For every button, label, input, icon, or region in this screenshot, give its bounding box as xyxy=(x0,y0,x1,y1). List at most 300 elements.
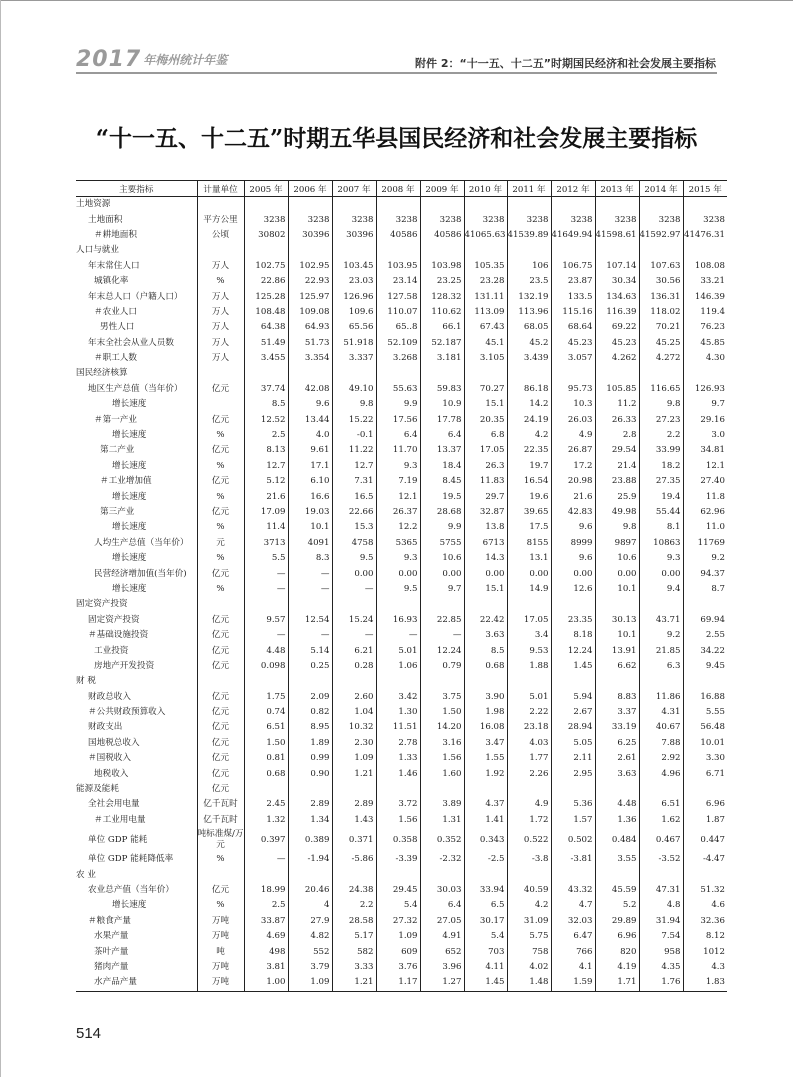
cell-value: 6.3 xyxy=(639,659,683,674)
row-unit: % xyxy=(197,898,244,913)
cell-value: 1.04 xyxy=(332,705,376,720)
cell-value: 766 xyxy=(551,944,595,959)
row-label: 地区生产总值（当年价） xyxy=(88,383,183,394)
row-label: 城镇化率 xyxy=(94,276,129,287)
cell-value xyxy=(595,243,639,258)
cell-value: -1.94 xyxy=(288,852,332,867)
cell-value: 64.38 xyxy=(244,320,288,335)
row-unit xyxy=(197,197,244,213)
cell-value xyxy=(551,243,595,258)
cell-value: 4091 xyxy=(288,536,332,551)
cell-value: 30396 xyxy=(288,228,332,243)
cell-value: 65..8 xyxy=(376,320,420,335)
cell-value: 1012 xyxy=(683,944,727,959)
table-row xyxy=(76,628,727,643)
cell-value: 9.2 xyxy=(639,628,683,643)
cell-value: 3238 xyxy=(683,212,727,227)
cell-value: 2.61 xyxy=(595,751,639,766)
row-unit xyxy=(197,867,244,882)
cell-value: — xyxy=(244,566,288,581)
cell-value: 45.59 xyxy=(595,883,639,898)
cell-value xyxy=(595,867,639,882)
cell-value: 1.57 xyxy=(551,813,595,828)
cell-value: 11.70 xyxy=(376,443,420,458)
cell-value: 4 xyxy=(288,898,332,913)
cell-value: 1.36 xyxy=(595,813,639,828)
cell-value: 4.82 xyxy=(288,929,332,944)
cell-value: 16.93 xyxy=(376,613,420,628)
cell-value: 10.1 xyxy=(595,628,639,643)
cell-value xyxy=(288,597,332,612)
cell-value: 3.337 xyxy=(332,351,376,366)
cell-value: 3.96 xyxy=(420,960,464,975)
cell-value: 1.45 xyxy=(551,659,595,674)
row-unit: 万吨 xyxy=(197,975,244,991)
row-label: 工业投资 xyxy=(94,645,129,656)
cell-value xyxy=(639,243,683,258)
row-unit xyxy=(197,674,244,689)
cell-value: 7.19 xyxy=(376,474,420,489)
cell-value: 4.48 xyxy=(244,643,288,658)
cell-value xyxy=(420,243,464,258)
cell-value: 7.88 xyxy=(639,736,683,751)
cell-value: 4.2 xyxy=(507,428,551,443)
cell-value: 11.83 xyxy=(464,474,507,489)
cell-value: 9897 xyxy=(595,536,639,551)
cell-value: -3.81 xyxy=(551,852,595,867)
cell-value: 9.5 xyxy=(332,551,376,566)
cell-value: 59.83 xyxy=(420,382,464,397)
cell-value: 2.11 xyxy=(551,751,595,766)
cell-value: 5.12 xyxy=(244,474,288,489)
cell-value: 17.78 xyxy=(420,412,464,427)
cell-value: 23.25 xyxy=(420,274,464,289)
cell-value xyxy=(332,782,376,797)
cell-value: 15.24 xyxy=(332,613,376,628)
table-row xyxy=(76,674,727,689)
cell-value xyxy=(683,674,727,689)
cell-value: 1.59 xyxy=(551,975,595,991)
cell-value: 22.85 xyxy=(420,613,464,628)
cell-value: 34.22 xyxy=(683,643,727,658)
cell-value: 27.05 xyxy=(420,914,464,929)
cell-value xyxy=(420,867,464,882)
cell-value: 27.40 xyxy=(683,474,727,489)
cell-value: 2.2 xyxy=(332,898,376,913)
cell-value xyxy=(376,197,420,213)
cell-value: 1.31 xyxy=(420,813,464,828)
cell-value: 3.72 xyxy=(376,797,420,812)
cell-value: 3238 xyxy=(332,212,376,227)
cell-value: 131.11 xyxy=(464,289,507,304)
cell-value: 3238 xyxy=(639,212,683,227)
cell-value: 2.8 xyxy=(595,428,639,443)
cell-value: 3.76 xyxy=(376,960,420,975)
cell-value xyxy=(332,366,376,381)
cell-value xyxy=(639,867,683,882)
table-row xyxy=(76,813,727,828)
row-unit xyxy=(197,597,244,612)
cell-value xyxy=(551,867,595,882)
row-label: 农业总产值（当年价） xyxy=(88,884,174,895)
cell-value: 28.68 xyxy=(420,505,464,520)
row-label: ＃公共财政预算收入 xyxy=(88,707,166,718)
header-year: 2012 年 xyxy=(551,181,595,197)
table-body xyxy=(76,197,727,992)
cell-value xyxy=(332,197,376,213)
cell-value: 125.28 xyxy=(244,289,288,304)
cell-value: 3.55 xyxy=(595,852,639,867)
cell-value: — xyxy=(244,628,288,643)
cell-value xyxy=(507,597,551,612)
cell-value: 6.71 xyxy=(683,766,727,781)
cell-value xyxy=(464,597,507,612)
row-unit: 亿元 xyxy=(197,705,244,720)
cell-value xyxy=(420,597,464,612)
cell-value: 30.13 xyxy=(595,613,639,628)
cell-value: 26.87 xyxy=(551,443,595,458)
cell-value: 1.34 xyxy=(288,813,332,828)
table-row xyxy=(76,690,727,705)
table-row xyxy=(76,243,727,258)
cell-value xyxy=(420,366,464,381)
table-row xyxy=(76,289,727,304)
cell-value: — xyxy=(376,628,420,643)
cell-value: 1.43 xyxy=(332,813,376,828)
cell-value: 23.35 xyxy=(551,613,595,628)
header-year: 2005 年 xyxy=(244,181,288,197)
table-row xyxy=(76,883,727,898)
cell-value: 0.00 xyxy=(332,566,376,581)
cell-value: 4.7 xyxy=(551,898,595,913)
cell-value: 55.63 xyxy=(376,382,420,397)
row-unit: 亿元 xyxy=(197,690,244,705)
cell-value: 37.74 xyxy=(244,382,288,397)
cell-value: 1.09 xyxy=(288,975,332,991)
cell-value: 0.68 xyxy=(464,659,507,674)
cell-value: 41649.94 xyxy=(551,228,595,243)
cell-value: -4.47 xyxy=(683,852,727,867)
cell-value xyxy=(332,597,376,612)
cell-value: 10.9 xyxy=(420,397,464,412)
cell-value: 3.90 xyxy=(464,690,507,705)
cell-value xyxy=(244,782,288,797)
row-label: 土地面积 xyxy=(88,214,123,225)
cell-value: 31.09 xyxy=(507,914,551,929)
cell-value: 20.98 xyxy=(551,474,595,489)
cell-value xyxy=(376,243,420,258)
cell-value: 703 xyxy=(464,944,507,959)
row-label: 全社会用电量 xyxy=(88,799,140,810)
cell-value: 29.7 xyxy=(464,489,507,504)
cell-value: 9.7 xyxy=(420,582,464,597)
cell-value xyxy=(464,674,507,689)
cell-value: 29.89 xyxy=(595,914,639,929)
cell-value: 4.69 xyxy=(244,929,288,944)
yearbook-logo xyxy=(76,47,227,72)
table-row xyxy=(76,366,727,381)
row-label: 男性人口 xyxy=(100,322,135,333)
cell-value: 3.105 xyxy=(464,351,507,366)
cell-value: 0.098 xyxy=(244,659,288,674)
cell-value: 3.181 xyxy=(420,351,464,366)
cell-value: 67.43 xyxy=(464,320,507,335)
row-unit: 亿元 xyxy=(197,659,244,674)
cell-value: 582 xyxy=(332,944,376,959)
cell-value: 0.68 xyxy=(244,766,288,781)
table-row xyxy=(76,914,727,929)
cell-value: 3.63 xyxy=(464,628,507,643)
cell-value: 23.14 xyxy=(376,274,420,289)
row-unit: 吨标准煤/万元 xyxy=(197,829,244,851)
cell-value: 19.6 xyxy=(507,489,551,504)
cell-value: 108.08 xyxy=(683,259,727,274)
cell-value: 108.48 xyxy=(244,305,288,320)
cell-value: 23.88 xyxy=(595,474,639,489)
cell-value: 6.4 xyxy=(376,428,420,443)
cell-value: 17.5 xyxy=(507,520,551,535)
cell-value: 30.56 xyxy=(639,274,683,289)
cell-value: 1.60 xyxy=(420,766,464,781)
cell-value xyxy=(376,674,420,689)
table-row xyxy=(76,505,727,520)
cell-value: 0.28 xyxy=(332,659,376,674)
cell-value: 21.6 xyxy=(551,489,595,504)
cell-value: 51.73 xyxy=(288,336,332,351)
header-unit: 计量单位 xyxy=(197,181,244,197)
cell-value: 19.4 xyxy=(639,489,683,504)
cell-value xyxy=(507,197,551,213)
cell-value: 4.03 xyxy=(507,736,551,751)
cell-value: 9.3 xyxy=(639,551,683,566)
cell-value xyxy=(244,597,288,612)
cell-value: 4.3 xyxy=(683,960,727,975)
cell-value: 0.484 xyxy=(595,828,639,852)
row-label: 茶叶产量 xyxy=(94,946,129,957)
cell-value xyxy=(507,366,551,381)
cell-value: 7.31 xyxy=(332,474,376,489)
cell-value xyxy=(683,366,727,381)
cell-value: 652 xyxy=(420,944,464,959)
cell-value: 3.81 xyxy=(244,960,288,975)
cell-value: 21.85 xyxy=(639,643,683,658)
cell-value: 14.3 xyxy=(464,551,507,566)
table-row xyxy=(76,351,727,366)
cell-value: 8.5 xyxy=(244,397,288,412)
row-label: 增长速度 xyxy=(112,430,147,441)
cell-value: 0.358 xyxy=(376,828,420,852)
cell-value: 33.94 xyxy=(464,883,507,898)
cell-value xyxy=(464,366,507,381)
cell-value: 0.502 xyxy=(551,828,595,852)
cell-value: 0.74 xyxy=(244,705,288,720)
cell-value: 133.5 xyxy=(551,289,595,304)
cell-value: 8.1 xyxy=(639,520,683,535)
cell-value: 1.46 xyxy=(376,766,420,781)
cell-value xyxy=(376,597,420,612)
cell-value xyxy=(464,197,507,213)
cell-value xyxy=(639,674,683,689)
row-label: 财政支出 xyxy=(88,722,123,733)
cell-value: 15.1 xyxy=(464,582,507,597)
row-label: 增长速度 xyxy=(112,583,147,594)
cell-value: 27.23 xyxy=(639,412,683,427)
cell-value: 0.82 xyxy=(288,705,332,720)
cell-value: 12.7 xyxy=(244,459,288,474)
cell-value: 3.63 xyxy=(595,766,639,781)
cell-value: 6.4 xyxy=(420,428,464,443)
cell-value: 4.91 xyxy=(420,929,464,944)
row-label: ＃粮食产量 xyxy=(88,915,131,926)
cell-value: 0.00 xyxy=(595,566,639,581)
cell-value: 2.89 xyxy=(332,797,376,812)
header-year: 2013 年 xyxy=(595,181,639,197)
cell-value: 4.31 xyxy=(639,705,683,720)
cell-value: 820 xyxy=(595,944,639,959)
cell-value: 3.79 xyxy=(288,960,332,975)
cell-value: 3238 xyxy=(551,212,595,227)
cell-value xyxy=(683,597,727,612)
cell-value: 12.2 xyxy=(376,520,420,535)
cell-value: 9.2 xyxy=(683,551,727,566)
header-year: 2008 年 xyxy=(376,181,420,197)
cell-value: 2.2 xyxy=(639,428,683,443)
cell-value: 69.94 xyxy=(683,613,727,628)
cell-value: 30.34 xyxy=(595,274,639,289)
cell-value: 41539.89 xyxy=(507,228,551,243)
table-row xyxy=(76,428,727,443)
cell-value: 4.2 xyxy=(507,898,551,913)
cell-value: -3.8 xyxy=(507,852,551,867)
cell-value: 17.05 xyxy=(507,613,551,628)
row-label: 增长速度 xyxy=(112,491,147,502)
table-row xyxy=(76,320,727,335)
cell-value: 5755 xyxy=(420,536,464,551)
cell-value: 10.6 xyxy=(420,551,464,566)
cell-value: 29.45 xyxy=(376,883,420,898)
cell-value: 1.48 xyxy=(507,975,551,991)
row-unit: 亿元 xyxy=(197,720,244,735)
cell-value: 95.73 xyxy=(551,382,595,397)
cell-value: -0.1 xyxy=(332,428,376,443)
cell-value: 9.8 xyxy=(595,520,639,535)
cell-value: 68.05 xyxy=(507,320,551,335)
cell-value: 3.455 xyxy=(244,351,288,366)
row-unit: 亿元 xyxy=(197,782,244,797)
table-row xyxy=(76,898,727,913)
cell-value: 8.83 xyxy=(595,690,639,705)
cell-value: 33.21 xyxy=(683,274,727,289)
cell-value: 13.37 xyxy=(420,443,464,458)
cell-value: 10.01 xyxy=(683,736,727,751)
cell-value: 1.50 xyxy=(244,736,288,751)
cell-value: 33.99 xyxy=(639,443,683,458)
cell-value xyxy=(639,366,683,381)
cell-value: 24.38 xyxy=(332,883,376,898)
table-row xyxy=(76,613,727,628)
cell-value: 52.109 xyxy=(376,336,420,351)
table-row xyxy=(76,228,727,243)
cell-value: 3.354 xyxy=(288,351,332,366)
table-row xyxy=(76,852,727,867)
table-row xyxy=(76,782,727,797)
cell-value: 0.371 xyxy=(332,828,376,852)
cell-value: 5.2 xyxy=(595,898,639,913)
cell-value: — xyxy=(288,582,332,597)
cell-value: 16.54 xyxy=(507,474,551,489)
cell-value: 17.2 xyxy=(551,459,595,474)
cell-value: 0.00 xyxy=(507,566,551,581)
table-row xyxy=(76,766,727,781)
row-unit: 亿元 xyxy=(197,628,244,643)
cell-value: 10.32 xyxy=(332,720,376,735)
cell-value: 2.89 xyxy=(288,797,332,812)
cell-value: 33.87 xyxy=(244,914,288,929)
cell-value: 113.96 xyxy=(507,305,551,320)
cell-value: 103.98 xyxy=(420,259,464,274)
cell-value: 19.7 xyxy=(507,459,551,474)
cell-value: 1.27 xyxy=(420,975,464,991)
logo-text: 年梅州统计年鉴 xyxy=(143,53,228,67)
cell-value: 9.57 xyxy=(244,613,288,628)
cell-value: 11.51 xyxy=(376,720,420,735)
cell-value: 1.21 xyxy=(332,975,376,991)
row-label: 土地资源 xyxy=(76,199,111,210)
cell-value: 1.55 xyxy=(464,751,507,766)
cell-value xyxy=(551,366,595,381)
cell-value: 12.1 xyxy=(683,459,727,474)
cell-value: 2.5 xyxy=(244,428,288,443)
cell-value: 106 xyxy=(507,259,551,274)
cell-value: 65.56 xyxy=(332,320,376,335)
row-label: 增长速度 xyxy=(112,460,147,471)
cell-value: 3.37 xyxy=(595,705,639,720)
cell-value: 0.00 xyxy=(639,566,683,581)
cell-value: 8.95 xyxy=(288,720,332,735)
cell-value: 69.22 xyxy=(595,320,639,335)
cell-value: 32.36 xyxy=(683,914,727,929)
cell-value: 6.5 xyxy=(464,898,507,913)
row-label: 水果产量 xyxy=(94,931,129,942)
table-row xyxy=(76,443,727,458)
cell-value: 125.97 xyxy=(288,289,332,304)
row-unit: 亿元 xyxy=(197,736,244,751)
cell-value: 146.39 xyxy=(683,289,727,304)
cell-value: 26.37 xyxy=(376,505,420,520)
cell-value: 13.91 xyxy=(595,643,639,658)
cell-value xyxy=(595,197,639,213)
cell-value: 11.8 xyxy=(683,489,727,504)
table-row xyxy=(76,551,727,566)
cell-value: 116.39 xyxy=(595,305,639,320)
header-year: 2007 年 xyxy=(332,181,376,197)
cell-value: 3238 xyxy=(288,212,332,227)
cell-value: 40.67 xyxy=(639,720,683,735)
cell-value: — xyxy=(244,582,288,597)
row-unit: 万吨 xyxy=(197,914,244,929)
cell-value: 6.8 xyxy=(464,428,507,443)
table-row xyxy=(76,212,727,227)
cell-value: 26.33 xyxy=(595,412,639,427)
cell-value: 3.439 xyxy=(507,351,551,366)
cell-value xyxy=(683,197,727,213)
table-row xyxy=(76,828,727,852)
cell-value: 5.17 xyxy=(332,929,376,944)
cell-value: 2.67 xyxy=(551,705,595,720)
cell-value: 1.09 xyxy=(376,929,420,944)
cell-value: 4.02 xyxy=(507,960,551,975)
cell-value: 0.343 xyxy=(464,828,507,852)
